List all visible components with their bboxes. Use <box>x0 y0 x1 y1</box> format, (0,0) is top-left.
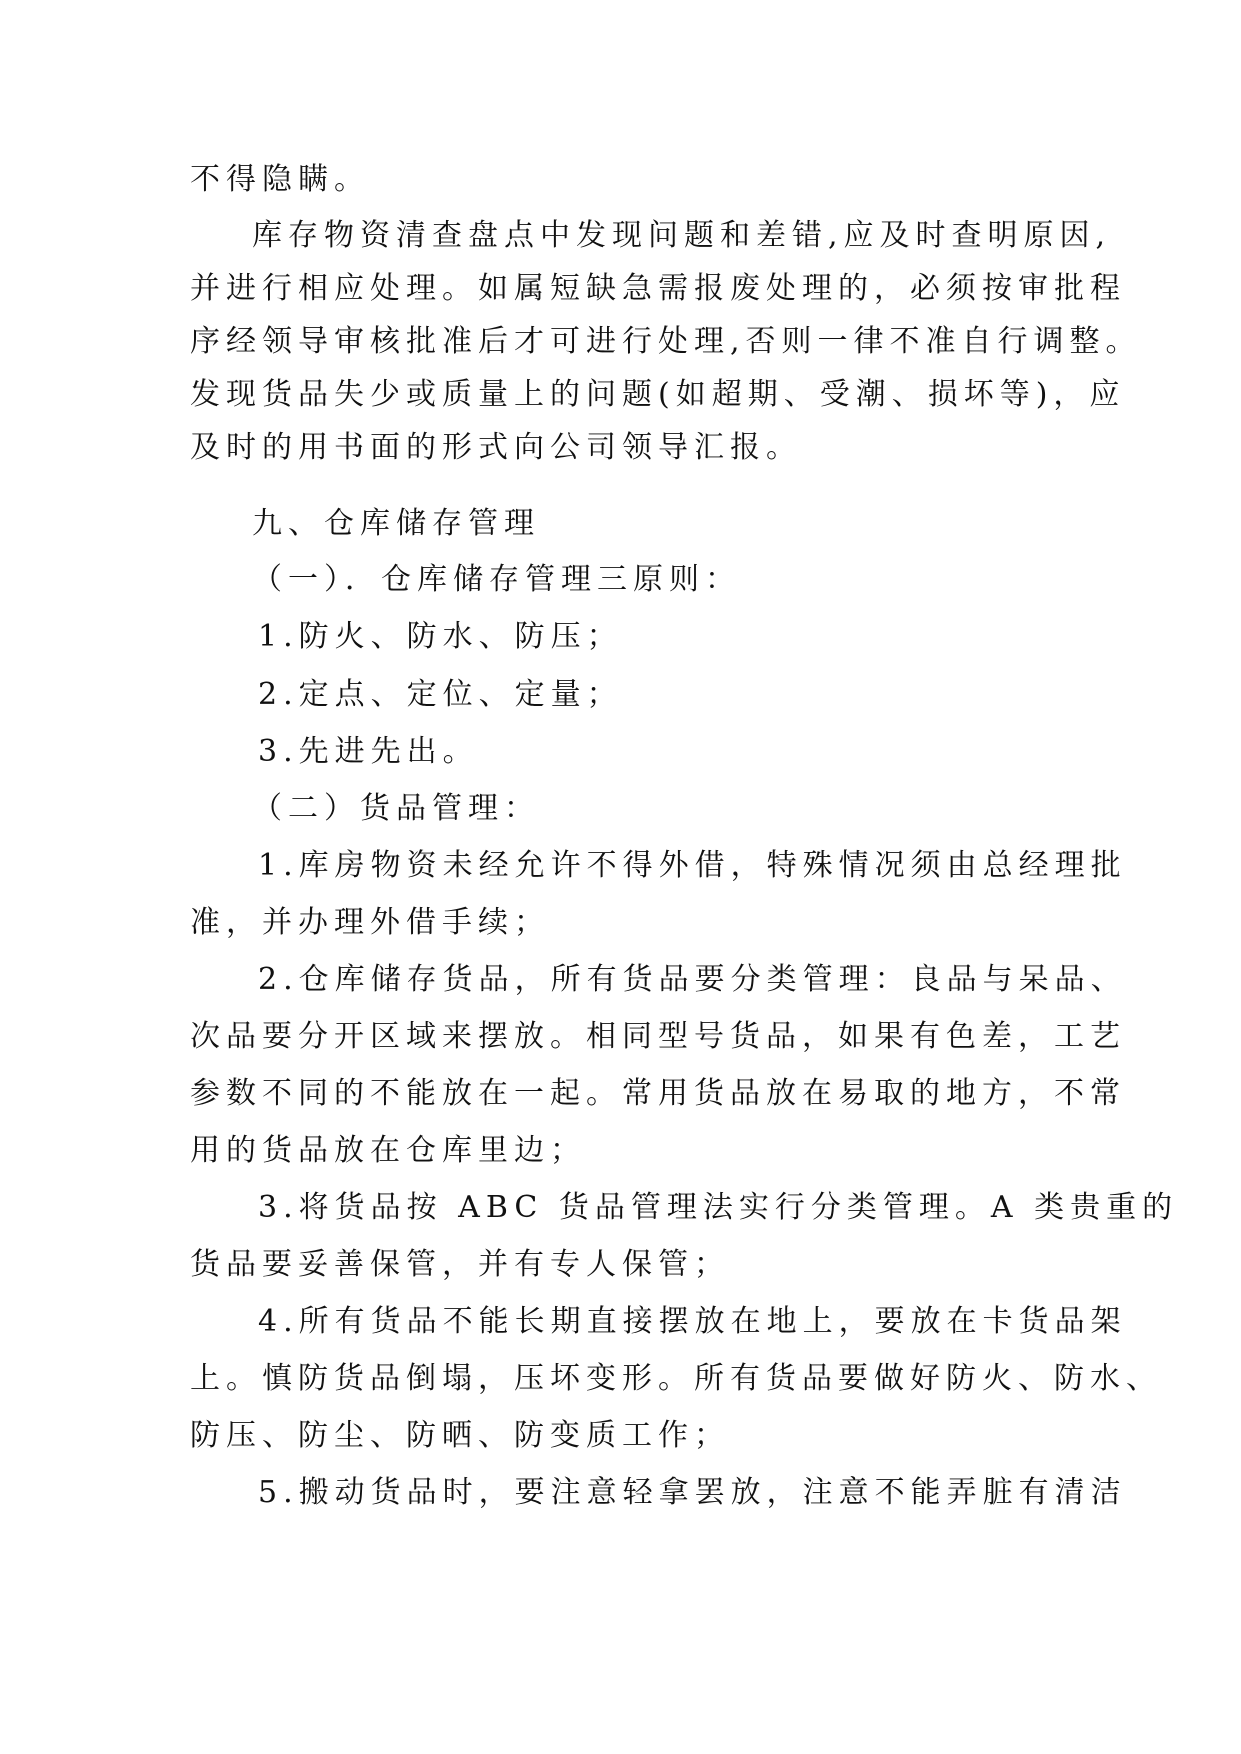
list-item: 5.搬动货品时，要注意轻拿罢放，注意不能弄脏有清洁 <box>258 1475 1127 1510</box>
text-line: 并进行相应处理。如属短缺急需报废处理的，必须按审批程 <box>190 271 1126 306</box>
text-line: 准，并办理外借手续； <box>190 905 550 940</box>
list-item: 2.仓库储存货品，所有货品要分类管理：良品与呆品、 <box>258 962 1127 997</box>
list-item: 4.所有货品不能长期直接摆放在地上，要放在卡货品架 <box>258 1304 1127 1339</box>
text-line: 发现货品失少或质量上的问题(如超期、受潮、损坏等)，应 <box>190 377 1126 412</box>
list-item: 1.防火、防水、防压； <box>258 619 623 654</box>
list-item: 1.库房物资未经允许不得外借，特殊情况须由总经理批 <box>258 848 1127 883</box>
list-item: 3.先进先出。 <box>258 734 479 769</box>
text-line: 参数不同的不能放在一起。常用货品放在易取的地方，不常 <box>190 1076 1126 1111</box>
text-line: 不得隐瞒。 <box>190 162 370 197</box>
text-line: 防压、防尘、防晒、防变质工作； <box>190 1418 730 1453</box>
subsection-heading: （二）货品管理： <box>252 791 540 826</box>
text-line: 次品要分开区域来摆放。相同型号货品，如果有色差，工艺 <box>190 1019 1126 1054</box>
section-heading: 九、仓库储存管理 <box>252 506 540 541</box>
text-line: 上。慎防货品倒塌，压坏变形。所有货品要做好防火、防水、 <box>190 1361 1162 1396</box>
text-line: 货品要妥善保管，并有专人保管； <box>190 1247 730 1282</box>
text-line: 及时的用书面的形式向公司领导汇报。 <box>190 430 802 465</box>
text-line: 序经领导审核批准后才可进行处理,否则一律不准自行调整。 <box>190 324 1142 359</box>
list-item: 2.定点、定位、定量； <box>258 677 623 712</box>
text-line: 用的货品放在仓库里边； <box>190 1133 586 1168</box>
text-line: 库存物资清查盘点中发现问题和差错,应及时查明原因, <box>252 218 1112 253</box>
subsection-heading: （一）．仓库储存管理三原则： <box>252 562 741 597</box>
list-item: 3.将货品按 ABC 货品管理法实行分类管理。A 类贵重的 <box>258 1190 1179 1225</box>
